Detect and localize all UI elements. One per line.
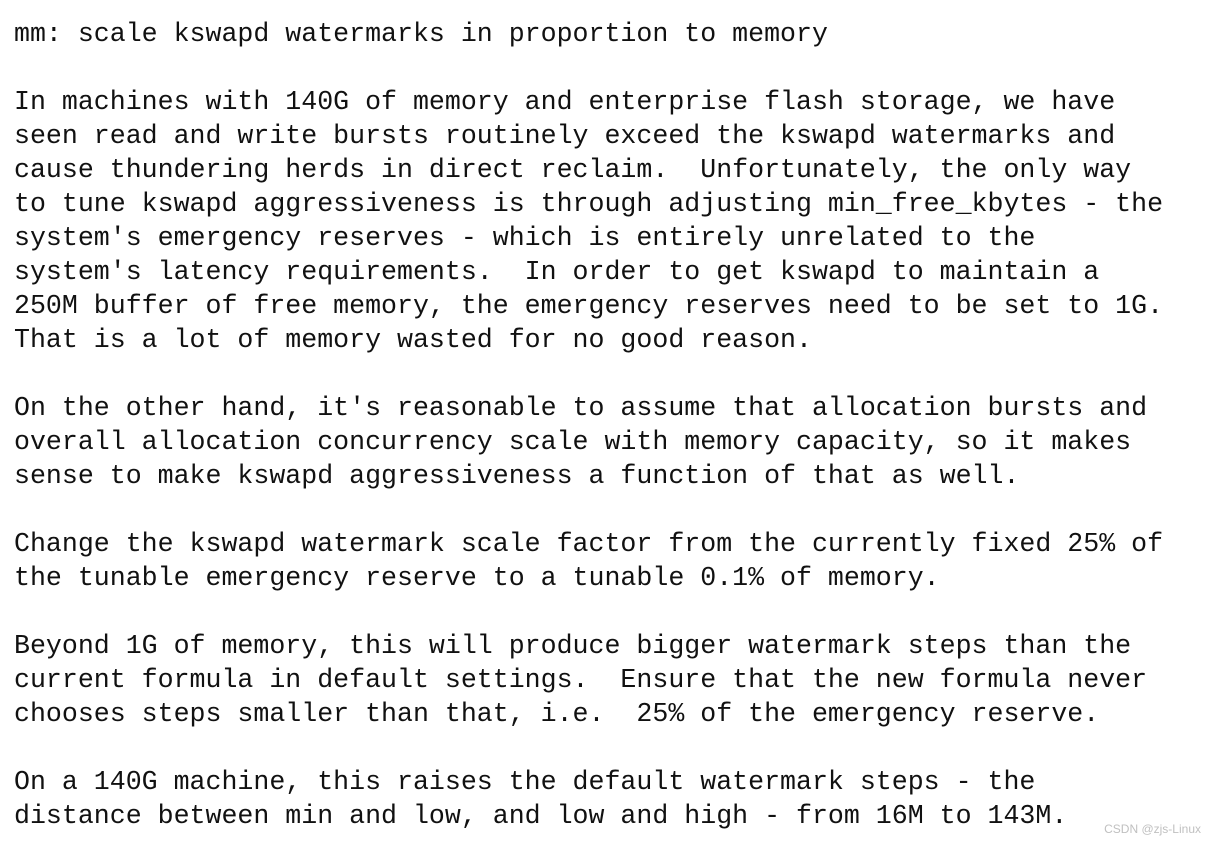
csdn-watermark: CSDN @zjs-Linux <box>1104 822 1201 836</box>
blank-line <box>14 731 1163 765</box>
body-line: to tune kswapd aggressiveness is through adjusting min_free_kbytes - the <box>14 189 1164 219</box>
blank-line <box>14 493 1163 527</box>
body-line: system's latency requirements. In order to get kswapd to maintain a <box>14 257 1100 287</box>
body-line: Beyond 1G of memory, this will produce bigger watermark steps than the <box>14 631 1132 661</box>
body-line: seen read and write bursts routinely exceed the kswapd watermarks and <box>14 121 1116 151</box>
body-line: chooses steps smaller than that, i.e. 25% of the emergency reserve. <box>14 699 1100 729</box>
body-line: overall allocation concurrency scale with memory capacity, so it makes <box>14 427 1132 457</box>
body-line: On the other hand, it's reasonable to assume that allocation bursts and <box>14 393 1148 423</box>
body-line: On a 140G machine, this raises the default watermark steps - the <box>14 767 1036 797</box>
body-line: 250M buffer of free memory, the emergency reserves need to be set to 1G. <box>14 291 1164 321</box>
body-line: current formula in default settings. Ensure that the new formula never <box>14 665 1148 695</box>
body-line: sense to make kswapd aggressiveness a function of that as well. <box>14 461 1020 491</box>
body-line: That is a lot of memory wasted for no good reason. <box>14 325 812 355</box>
body-line: distance between min and low, and low and high - from 16M to 143M. <box>14 801 1068 831</box>
body-line: the tunable emergency reserve to a tunable 0.1% of memory. <box>14 563 940 593</box>
commit-subject: mm: scale kswapd watermarks in proportion to memory <box>14 19 828 49</box>
blank-line <box>14 51 1163 85</box>
commit-message <box>14 17 1163 833</box>
body-line: In machines with 140G of memory and enterprise flash storage, we have <box>14 87 1116 117</box>
body-line: Change the kswapd watermark scale factor from the currently fixed 25% of <box>14 529 1164 559</box>
blank-line <box>14 357 1163 391</box>
blank-line <box>14 595 1163 629</box>
body-line: cause thundering herds in direct reclaim. Unfortunately, the only way <box>14 155 1132 185</box>
body-line: system's emergency reserves - which is entirely unrelated to the <box>14 223 1036 253</box>
